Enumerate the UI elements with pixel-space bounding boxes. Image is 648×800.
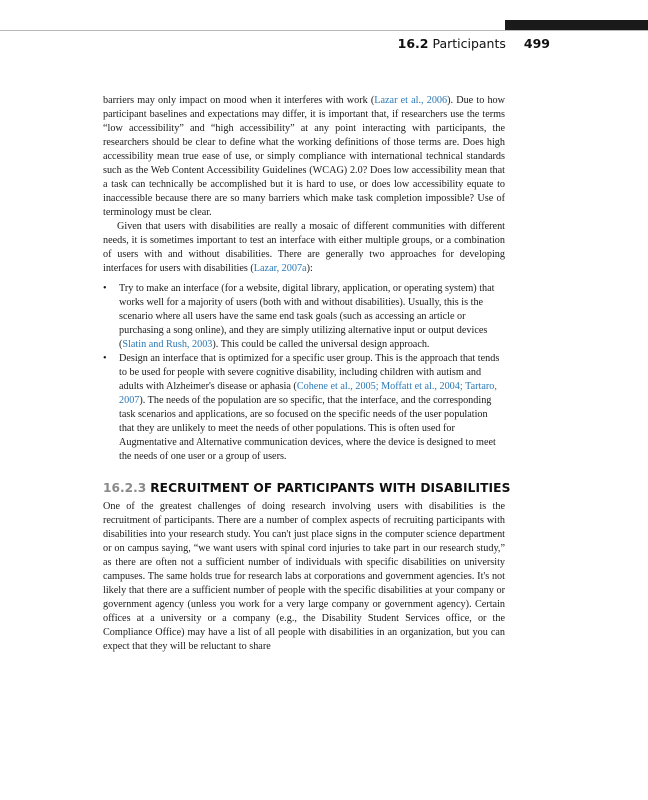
page-number: 499 xyxy=(523,36,550,51)
approach-list xyxy=(103,282,505,464)
paragraph-1-text-b: ). Due to how participant baselines and expectations may differ, it is important that, if researchers use the terms “low accessibility” and “high accessibility” at any point interacting with participants, the researchers should be clear to define what the working definitions of those terms are. Does high accessibility mean true ease of use, or simply compliance with international technical standards such as the Web Content Accessibility Guidelines (WCAG) 2.0? Does low accessibility mean that a task can technically be accomplished but it is hard to use, or does low accessibility equate to inaccessible because there are so many barriers which make task completion impossible? Use of terminology must be clear. xyxy=(103,95,505,218)
paragraph-2 xyxy=(103,220,505,276)
list-item xyxy=(103,352,505,464)
bullet-2-text-b: ). The needs of the population are so specific, that the interface, and the corresponding task scenarios and applications, are so focused on the specific needs of the user population that they are unlikely to meet the needs of other populations. This is often used for Augmentative and Alternative communication devices, where the device is designed to meet the needs of one user or a group of users. xyxy=(119,395,496,462)
running-header xyxy=(300,36,550,51)
paragraph-3: One of the greatest challenges of doing research involving users with disabilities is the recruitment of participants. There are a number of complex aspects of recruiting participants with disabilities into your research study. You can't just place signs in the computer science department or on campus saying, “we want users with spinal cord injuries to take part in our research study,” as there are often not a sufficient number of individuals with specific disabilities on university campuses. The same holds true for research labs at corporations and government agencies. It's not likely that there are a sufficient number of people with the specific disabilities at your company or government agency (unless you work for a very large company or government agency). Certain offices at a university or a company (e.g., the Disability Student Services office, or the Compliance Office) may have a list of all people with disabilities in an organization, but you can expect that they will be reluctant to share xyxy=(103,501,505,652)
citation-lazar-2007a[interactable]: Lazar, 2007a xyxy=(253,263,307,274)
page-body xyxy=(103,94,511,654)
bullet-icon: • xyxy=(103,283,107,294)
bullet-icon: • xyxy=(103,353,107,364)
citation-lazar-2006[interactable]: Lazar et al., 2006 xyxy=(374,95,448,106)
subsection-heading xyxy=(103,480,511,496)
header-section-number: 16.2 xyxy=(397,36,429,51)
paragraph-2-text-a: Given that users with disabilities are really a mosaic of different communities with different needs, it is sometimes important to test an interface with either multiple groups, or a combination of users with and without disabilities. There are generally two approaches for developing interfaces for users with disabilities ( xyxy=(103,221,505,274)
citation-slatin-rush-2003[interactable]: Slatin and Rush, 2003 xyxy=(122,339,213,350)
paragraph-1-text-a: barriers may only impact on mood when it interferes with work ( xyxy=(103,95,375,106)
bullet-1-text-a: Try to make an interface (for a website, digital library, application, or operating system) that works well for a majority of users (both with and without disabilities). Usually, this is the scenario where all users have the same end task goals (such as accessing an article or purchasing a song online), and they are simply utilizing alternative input or output devices ( xyxy=(119,283,495,350)
subsection-number: 16.2.3 xyxy=(103,481,147,495)
header-rule-bar xyxy=(505,20,648,30)
paragraph-2-text-b: ): xyxy=(306,263,313,274)
list-item xyxy=(103,282,505,352)
paragraph-1 xyxy=(103,94,505,220)
subsection-title: RECRUITMENT OF PARTICIPANTS WITH DISABILITIES xyxy=(150,481,511,495)
header-divider xyxy=(0,30,648,31)
citation-cohene-moffatt-tartaro[interactable]: Cohene et al., 2005; Moffatt et al., 2004; Tartaro, 2007 xyxy=(119,381,497,406)
bullet-1-text-b: ). This could be called the universal design approach. xyxy=(212,339,430,350)
header-section-title: Participants xyxy=(432,36,506,51)
bullet-2-text-a: Design an interface that is optimized for a specific user group. This is the approach that tends to be used for people with severe cognitive disability, including children with autism and adults with Alzheimer's disease or aphasia ( xyxy=(119,353,500,392)
